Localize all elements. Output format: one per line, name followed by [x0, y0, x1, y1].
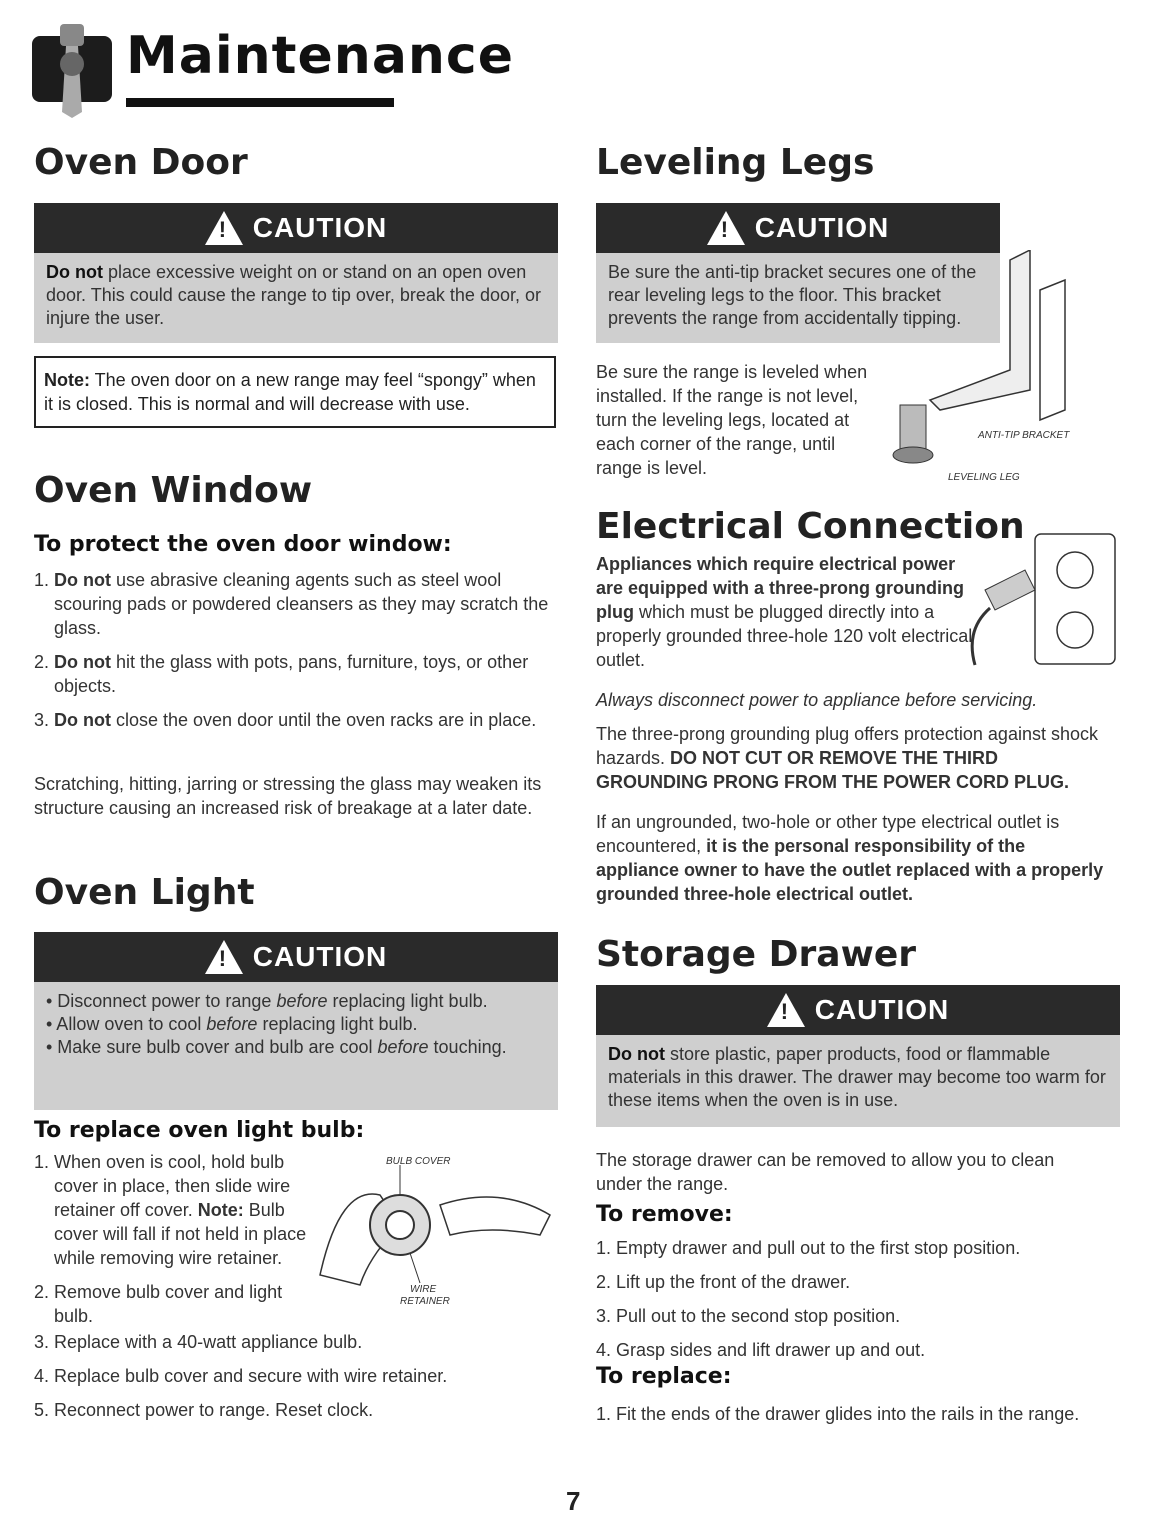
- p3-bold: it is the personal responsibility of the appliance owner to have the outlet replaced with a properly grounded three-hole electrical outlet.: [596, 836, 1104, 904]
- item-number: 2.: [596, 1272, 612, 1292]
- oven-door-heading: Oven Door: [34, 142, 248, 183]
- caution-item-text: • Allow oven to cool: [46, 1014, 207, 1034]
- item-text: Replace bulb cover and secure with wire retainer.: [54, 1366, 448, 1386]
- item-bold: Do not: [54, 652, 111, 672]
- electrical-intro: [596, 552, 986, 672]
- replace-steps: [596, 1402, 1136, 1436]
- p3-text: If an ungrounded, two-hole or other type electrical outlet is encountered,: [596, 812, 1060, 856]
- item-bold: Do not: [54, 570, 111, 590]
- list-item: [34, 1150, 324, 1270]
- oven-window-list: [34, 568, 554, 742]
- caution-item: [46, 1036, 546, 1059]
- caution-bold: Do not: [608, 1044, 665, 1064]
- storage-drawer-heading: Storage Drawer: [596, 934, 916, 975]
- list-item: [596, 1402, 1136, 1426]
- oven-light-caution: [34, 932, 558, 1110]
- item-text: Replace with a 40-watt appliance bulb.: [54, 1332, 363, 1352]
- replace-heading: To replace:: [596, 1364, 732, 1389]
- electrical-italic: Always disconnect power to appliance before servicing.: [596, 690, 1038, 710]
- oven-door-note: [34, 356, 556, 428]
- page-title: Maintenance: [126, 26, 515, 86]
- caution-item-text: touching.: [428, 1037, 507, 1057]
- page-number: 7: [566, 1486, 581, 1516]
- item-number: 1.: [596, 1238, 612, 1258]
- caution-bar: [34, 203, 558, 253]
- caution-item-text: • Disconnect power to range: [46, 991, 277, 1011]
- storage-drawer-intro: The storage drawer can be removed to allow you to clean under the range.: [596, 1150, 1055, 1194]
- list-item: [596, 1304, 1116, 1328]
- oven-light-steps-a: [34, 1150, 324, 1338]
- warning-triangle-icon: !: [205, 211, 243, 245]
- item-number: 2.: [34, 1282, 50, 1302]
- caution-label: CAUTION: [252, 212, 388, 243]
- list-item: [34, 1330, 554, 1354]
- item-number: 1.: [596, 1404, 612, 1424]
- oven-window-subheading: To protect the oven door window:: [34, 532, 452, 557]
- warning-triangle-icon: !: [205, 940, 243, 974]
- note-label: Note:: [44, 370, 90, 390]
- item-bold: Note:: [197, 1200, 244, 1220]
- item-number: 5.: [34, 1400, 50, 1420]
- caution-body-text: store plastic, paper products, food or flammable materials in this drawer. The drawer may become too warm for these items when the oven is in use.: [608, 1044, 1106, 1110]
- leveling-leg-label: LEVELING LEG: [948, 472, 1020, 483]
- oven-door-caution: [34, 203, 558, 343]
- list-item: [34, 1398, 554, 1422]
- anti-tip-bracket-illustration: [880, 250, 1080, 480]
- anti-tip-bracket-label: ANTI-TIP BRACKET: [978, 430, 1070, 441]
- caution-item-text: replacing light bulb.: [327, 991, 488, 1011]
- oven-window-heading: Oven Window: [34, 470, 313, 511]
- item-number: 1.: [34, 570, 50, 590]
- item-text: close the oven door until the oven racks are in place.: [110, 710, 537, 730]
- title-underline: [126, 98, 394, 107]
- item-text: Grasp sides and lift drawer up and out.: [616, 1340, 926, 1360]
- item-text: Lift up the front of the drawer.: [616, 1272, 851, 1292]
- note-text: The oven door on a new range may feel “spongy” when it is closed. This is normal and will decrease with use.: [44, 370, 536, 414]
- item-number: 4.: [34, 1366, 50, 1386]
- caution-body-text: place excessive weight on or stand on an open oven door. This could cause the range to tip over, break the door, or injure the user.: [46, 262, 541, 328]
- electrical-intro-text: which must be plugged directly into a properly grounded three-hole 120 volt electrical outlet.: [596, 602, 973, 670]
- oven-light-heading: Oven Light: [34, 872, 255, 913]
- caution-text: Be sure the anti-tip bracket secures one of the rear leveling legs to the floor. This bracket prevents the range from accidentally tipping.: [608, 262, 977, 328]
- caution-item-text: replacing light bulb.: [257, 1014, 418, 1034]
- retainer-label: RETAINER: [400, 1296, 450, 1307]
- item-text: use abrasive cleaning agents such as steel wool scouring pads or powdered cleansers as they may scratch the glass.: [54, 570, 549, 638]
- leveling-legs-text: Be sure the range is leveled when installed. If the range is not level, turn the leveling legs, located at each corner of the range, until range is level.: [596, 362, 868, 478]
- caution-item: [46, 1013, 546, 1036]
- p2-bold: DO NOT CUT OR REMOVE THE THIRD GROUNDING PRONG FROM THE POWER CORD PLUG.: [596, 748, 1070, 792]
- wrench-logo-icon: [32, 22, 112, 118]
- warning-triangle-icon: !: [707, 211, 745, 245]
- item-number: 4.: [596, 1340, 612, 1360]
- warning-triangle-icon: !: [767, 993, 805, 1027]
- bulb-cover-label: BULB COVER: [386, 1156, 451, 1167]
- item-text: Bulb cover will fall if not held in place while removing wire retainer.: [54, 1200, 307, 1268]
- caution-label: CAUTION: [754, 212, 890, 243]
- electrical-heading: Electrical Connection: [596, 506, 1025, 547]
- list-item: [596, 1338, 1116, 1362]
- caution-label: CAUTION: [252, 941, 388, 972]
- caution-item-em: before: [206, 1014, 258, 1034]
- oven-window-paragraph: Scratching, hitting, jarring or stressing the glass may weaken its structure causing an increased risk of breakage at a later date.: [34, 774, 542, 818]
- list-item: [34, 708, 554, 732]
- remove-heading: To remove:: [596, 1202, 733, 1227]
- item-number: 3.: [596, 1306, 612, 1326]
- caution-item: [46, 990, 546, 1013]
- item-number: 2.: [34, 652, 50, 672]
- item-text: When oven is cool, hold bulb cover in place, then slide wire retainer off cover.: [54, 1152, 291, 1220]
- caution-text: [34, 982, 558, 1069]
- list-item: [34, 1364, 554, 1388]
- remove-steps: [596, 1236, 1116, 1372]
- list-item: [34, 1280, 324, 1328]
- list-item: [34, 650, 554, 698]
- caution-bar: [34, 932, 558, 982]
- p2-text: The three-prong grounding plug offers protection against shock hazards.: [596, 724, 1098, 768]
- item-number: 1.: [34, 1152, 50, 1172]
- oven-light-steps-b: [34, 1330, 554, 1432]
- caution-bar: [596, 985, 1120, 1035]
- caution-bar: [596, 203, 1000, 253]
- storage-drawer-caution: [596, 985, 1120, 1127]
- item-number: 3.: [34, 1332, 50, 1352]
- list-item: [34, 568, 554, 640]
- caution-item-text: • Make sure bulb cover and bulb are cool: [46, 1037, 378, 1057]
- caution-text: [34, 253, 558, 340]
- item-number: 3.: [34, 710, 50, 730]
- item-text: Empty drawer and pull out to the first stop position.: [616, 1238, 1021, 1258]
- caution-label: CAUTION: [814, 994, 950, 1025]
- caution-bold: Do not: [46, 262, 103, 282]
- caution-text: [596, 1035, 1120, 1122]
- electrical-p3: [596, 810, 1106, 906]
- leveling-legs-heading: Leveling Legs: [596, 142, 875, 183]
- electrical-intro-bold: Appliances which require electrical power are equipped with a three-prong grounding plug: [596, 554, 964, 622]
- item-text: Reconnect power to range. Reset clock.: [54, 1400, 374, 1420]
- item-text: hit the glass with pots, pans, furniture, toys, or other objects.: [54, 652, 529, 696]
- item-text: Fit the ends of the drawer glides into the rails in the range.: [616, 1404, 1080, 1424]
- item-text: Remove bulb cover and light bulb.: [54, 1282, 283, 1326]
- oven-light-subheading: To replace oven light bulb:: [34, 1118, 365, 1143]
- list-item: [596, 1270, 1116, 1294]
- caution-item-em: before: [377, 1037, 429, 1057]
- list-item: [596, 1236, 1116, 1260]
- electrical-p2: [596, 722, 1106, 794]
- caution-item-em: before: [276, 991, 328, 1011]
- item-bold: Do not: [54, 710, 111, 730]
- item-text: Pull out to the second stop position.: [616, 1306, 901, 1326]
- outlet-plug-illustration: [965, 530, 1125, 670]
- wire-label: WIRE: [410, 1284, 437, 1295]
